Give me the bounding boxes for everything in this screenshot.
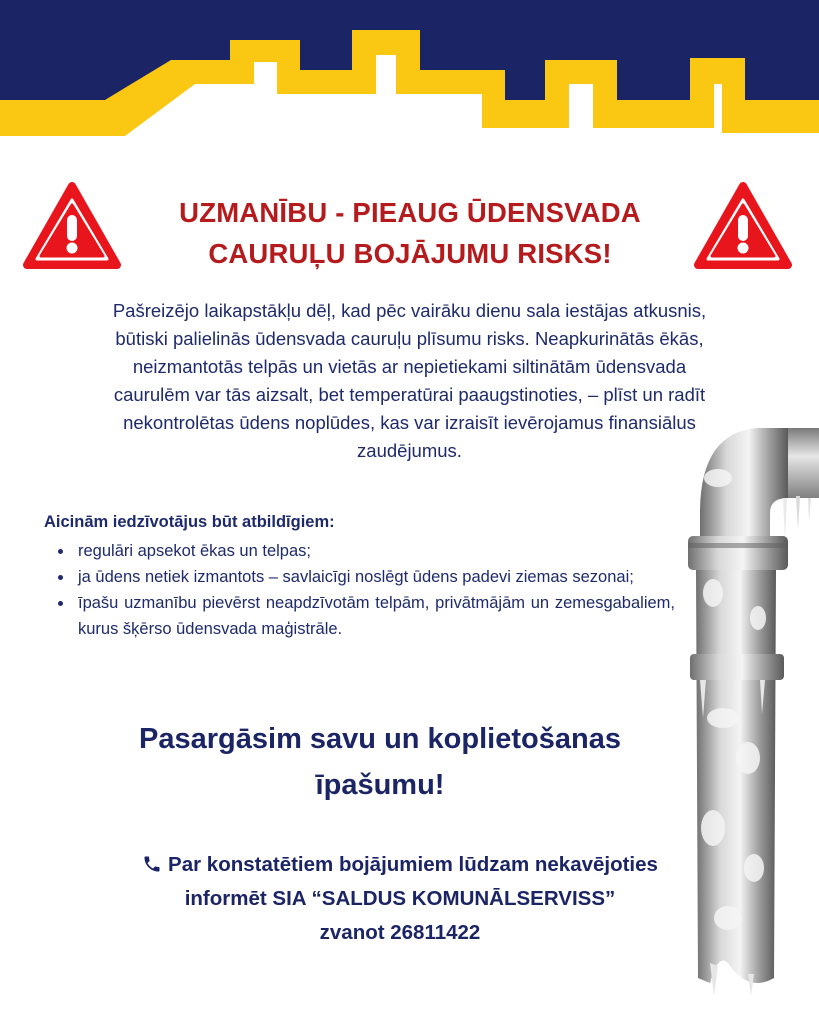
header-banner bbox=[0, 0, 819, 170]
intro-line: Pašreizējo laikapstākļu dēļ, kad pēc vairāku dienu sala iestājas atkusnis, bbox=[112, 300, 707, 321]
page-title bbox=[110, 192, 710, 274]
contact-line bbox=[40, 848, 760, 882]
intro-line: neizmantotās telpās un vietās ar nepietiekami siltinātām ūdensvada bbox=[132, 356, 687, 377]
title-line: CAURUĻU BOJĀJUMU RISKS! bbox=[208, 238, 612, 269]
intro-line: nekontrolētas ūdens noplūdes, kas var izraisīt ievērojamus finansiālus bbox=[123, 412, 696, 433]
contact-block bbox=[40, 848, 760, 950]
slogan bbox=[40, 716, 720, 808]
intro-line: zaudējumus. bbox=[357, 440, 462, 461]
slogan-line: Pasargāsim savu un koplietošanas bbox=[139, 723, 621, 755]
intro-paragraph bbox=[22, 297, 797, 465]
intro-line: caurulēm var tās aizsalt, bet temperatūrai paaugstinoties, – plīst un radīt bbox=[113, 384, 706, 405]
contact-line: informēt SIA “SALDUS KOMUNĀLSERVISS” bbox=[184, 887, 616, 910]
title-line: UZMANĪBU - PIEAUG ŪDENSVADA bbox=[179, 197, 641, 228]
warning-triangle-icon bbox=[22, 181, 122, 271]
phone-icon bbox=[142, 854, 162, 874]
intro-line: būtiski palielinās ūdensvada cauruļu plīsumu risks. Neapkurinātās ēkās, bbox=[115, 328, 704, 349]
list-item: regulāri apsekot ēkas un telpas; bbox=[54, 538, 675, 564]
list-item: ja ūdens netiek izmantots – savlaicīgi noslēgt ūdens padevi ziemas sezonai; bbox=[54, 564, 675, 590]
list-item: īpašu uzmanību pievērst neapdzīvotām telpām, privātmājām un zemesgabaliem, kurus šķērso ūdensvada maģistrāle. bbox=[54, 590, 675, 642]
contact-text: Par konstatētiem bojājumiem lūdzam nekavējoties bbox=[168, 853, 658, 876]
advice-list bbox=[54, 538, 675, 642]
contact-phone-line: zvanot 26811422 bbox=[319, 921, 481, 944]
slogan-line: īpašumu! bbox=[315, 769, 445, 801]
advice-heading: Aicinām iedzīvotājus būt atbildīgiem: bbox=[44, 513, 335, 531]
